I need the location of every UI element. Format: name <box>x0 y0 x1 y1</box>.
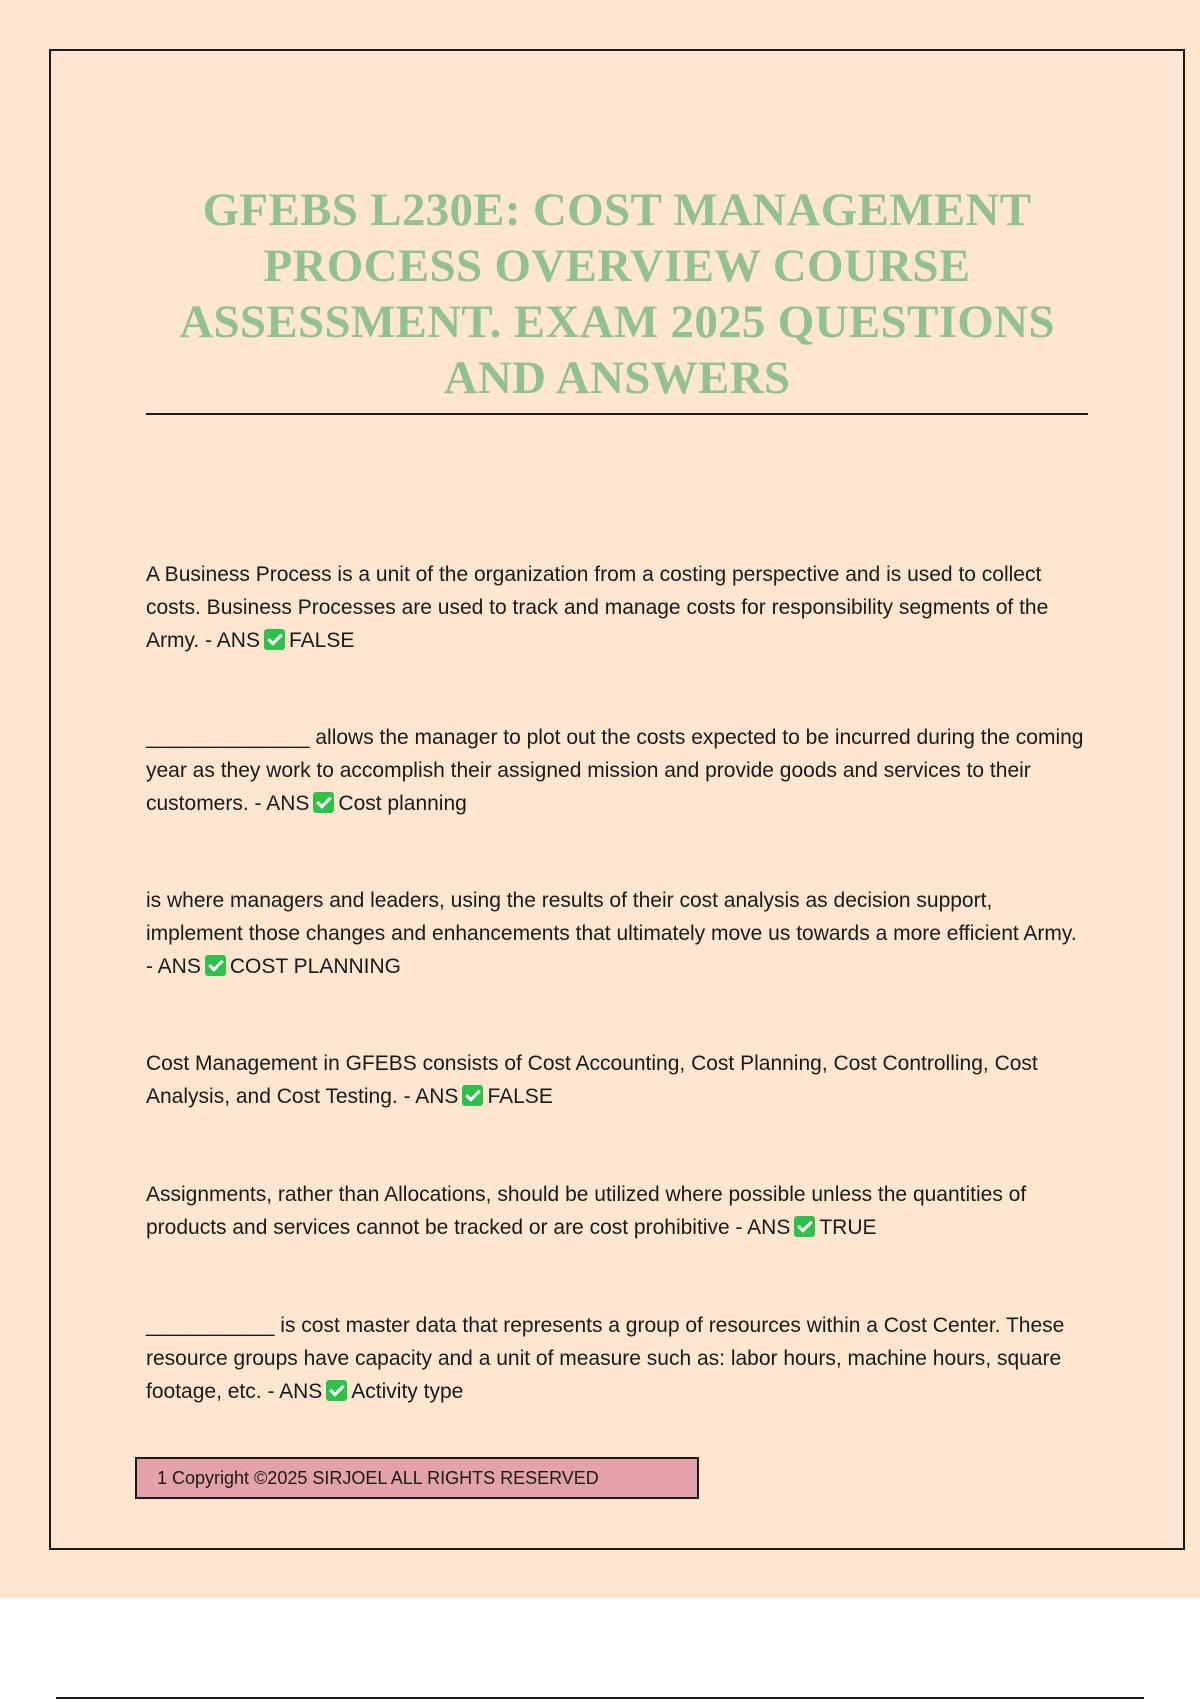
qa-item-3 <box>146 884 1086 983</box>
answer-text: Cost planning <box>338 792 467 815</box>
document-title: GFEBS L230E: COST MANAGEMENT PROCESS OVERVIEW COURSE ASSESSMENT. EXAM 2025 QUESTIONS AND ANSWERS <box>179 184 1055 404</box>
answer-text: Activity type <box>351 1380 464 1403</box>
answer-text: FALSE <box>487 1085 553 1108</box>
answer-prefix: - ANS <box>205 629 260 652</box>
check-mark-icon <box>313 792 334 813</box>
qa-item-6 <box>146 1309 1086 1408</box>
title-underline <box>146 413 1088 415</box>
check-mark-icon <box>264 629 285 650</box>
question-text: ______________ allows the manager to plot out the costs expected to be incurred during the coming year as they work to accomplish their assigned mission and provide goods and services to their customers. <box>146 726 1084 815</box>
qa-item-5 <box>146 1178 1086 1244</box>
answer-text: FALSE <box>288 629 355 652</box>
qa-item-4 <box>146 1047 1086 1113</box>
question-text: is where managers and leaders, using the results of their cost analysis as decision support, implement those changes and enhancements that ultimately move us towards a more efficient Army. <box>146 889 1077 945</box>
answer-text: COST PLANNING <box>229 955 402 978</box>
answer-prefix: - ANS <box>146 955 201 978</box>
check-mark-icon <box>462 1085 483 1106</box>
question-text: Cost Management in GFEBS consists of Cost Accounting, Cost Planning, Cost Controlling, Cost Analysis, and Cost Testing. <box>146 1052 1038 1108</box>
check-mark-icon <box>326 1380 347 1401</box>
next-page-rule <box>56 1697 1144 1699</box>
question-text: ___________ is cost master data that represents a group of resources within a Cost Center. These resource groups have capacity and a unit of measure such as: labor hours, machine hours, square footage, etc. <box>146 1314 1065 1403</box>
qa-item-2 <box>146 721 1086 820</box>
answer-prefix: - ANS <box>267 1380 323 1403</box>
check-mark-icon <box>205 955 226 976</box>
question-text: Assignments, rather than Allocations, should be utilized where possible unless the quantities of products and services cannot be tracked or are cost prohibitive <box>146 1183 1027 1239</box>
answer-prefix: - ANS <box>403 1085 459 1108</box>
copyright-footer: 1 Copyright ©2025 SIRJOEL ALL RIGHTS RESERVED <box>135 1457 699 1499</box>
answer-text: TRUE <box>819 1216 877 1239</box>
qa-item-1 <box>146 558 1086 657</box>
answer-prefix: - ANS <box>735 1216 791 1239</box>
check-mark-icon <box>794 1216 815 1237</box>
answer-prefix: - ANS <box>254 792 310 815</box>
question-text: A Business Process is a unit of the organization from a costing perspective and is used to collect costs. Business Processes are used to track and manage costs for responsibility segments of the Army. <box>146 563 1049 652</box>
